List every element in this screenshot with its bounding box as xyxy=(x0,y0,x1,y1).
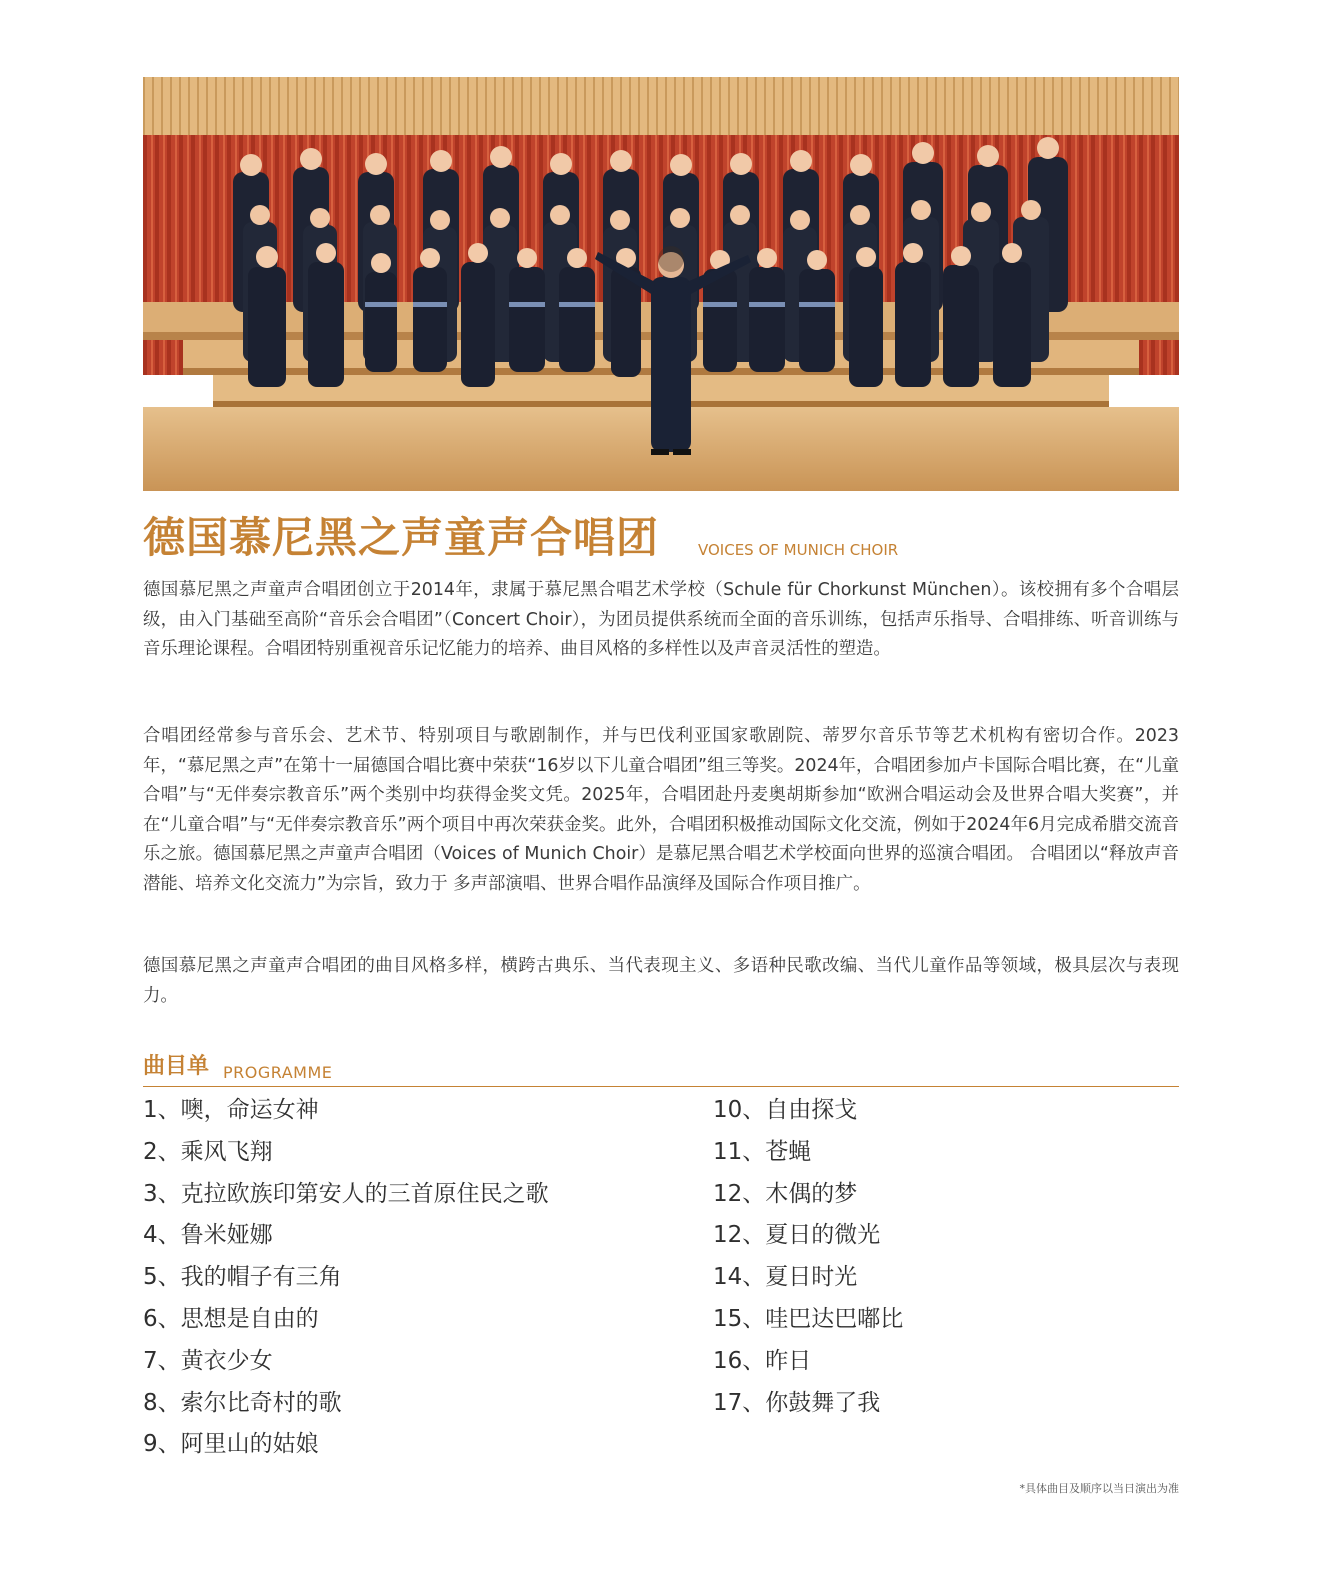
intro-paragraph-2: 合唱团经常参与音乐会、艺术节、特别项目与歌剧制作，并与巴伐利亚国家歌剧院、蒂罗尔音乐节等艺术机构有密切合作。2023年，“慕尼黑之声”在第十一届德国合唱比赛中荣获“16岁以下儿童合唱团”组三等奖。2024年，合唱团参加卢卡国际合唱比赛，在“儿童合唱”与“无伴奏宗教音乐”两个类别中均获得金奖文凭。2025年，合唱团赴丹麦奥胡斯参加“欧洲合唱运动会及世界合唱大奖赛”，并在“儿童合唱”与“无伴奏宗教音乐”两个项目中再次荣获金奖。此外，合唱团积极推动国际文化交流，例如于2024年6月完成希腊交流音乐之旅。德国慕尼黑之声童声合唱团（Voices of Munich Choir）是慕尼黑合唱艺术学校面向世界的巡演合唱团。 合唱团以“释放声音潜能、培养文化交流力”为宗旨，致力于 多声部演唱、世界合唱作品演绎及国际合作项目推广。 xyxy=(143,726,1179,894)
choir-title: 德国慕尼黑之声童声合唱团 xyxy=(143,513,660,562)
choir-photo-icon xyxy=(143,77,1179,491)
programme-list-right xyxy=(713,1090,1179,1424)
programme-item: 12、木偶的梦 xyxy=(713,1180,858,1207)
programme-item: 11、苍蝇 xyxy=(713,1138,812,1165)
programme-item: 12、夏日的微光 xyxy=(713,1222,881,1249)
programme-list-left xyxy=(143,1090,683,1466)
intro-paragraph-3: 德国慕尼黑之声童声合唱团的曲目风格多样，横跨古典乐、当代表现主义、多语种民歌改编、当代儿童作品等领域，极具层次与表现力。 xyxy=(143,956,1179,1006)
programme-item: 14、夏日时光 xyxy=(713,1264,858,1291)
programme-item: 1、噢，命运女神 xyxy=(143,1097,319,1123)
programme-item: 6、思想是自由的 xyxy=(143,1305,319,1332)
programme-header xyxy=(143,1052,1179,1087)
programme-item: 2、乘风飞翔 xyxy=(143,1138,273,1165)
programme-item: 17、你鼓舞了我 xyxy=(713,1389,881,1416)
programme-item: 5、我的帽子有三角 xyxy=(143,1264,342,1291)
programme-item: 10、自由探戈 xyxy=(713,1097,858,1123)
choir-photo xyxy=(143,77,1179,491)
programme-item: 9、阿里山的姑娘 xyxy=(143,1431,319,1458)
programme-item: 15、哇巴达巴嘟比 xyxy=(713,1305,904,1332)
programme-item: 3、克拉欧族印第安人的三首原住民之歌 xyxy=(143,1180,549,1207)
programme-item: 8、索尔比奇村的歌 xyxy=(143,1389,342,1416)
programme-title-cn: 曲目单 xyxy=(143,1054,210,1079)
programme-item: 4、鲁米娅娜 xyxy=(143,1222,273,1249)
intro-paragraph-1: 德国慕尼黑之声童声合唱团创立于2014年，隶属于慕尼黑合唱艺术学校（Schule für Chorkunst München）。该校拥有多个合唱层级，由入门基础至高阶“音乐会合唱团”（Concert Choir），为团员提供系统而全面的音乐训练，包括声乐指导、合唱排练、听音训练与音乐理论课程。合唱团特别重视音乐记忆能力的培养、曲目风格的多样性以及声音灵活性的塑造。 xyxy=(143,580,1179,659)
choir-subtitle: VOICES OF MUNICH CHOIR xyxy=(698,541,899,559)
choir-heading xyxy=(143,512,1179,568)
programme-item: 16、昨日 xyxy=(713,1347,812,1374)
programme-footnote: *具体曲目及顺序以当日演出为准 xyxy=(1019,1482,1179,1495)
programme-item: 7、黄衣少女 xyxy=(143,1347,273,1374)
programme-title-en: PROGRAMME xyxy=(223,1063,333,1082)
